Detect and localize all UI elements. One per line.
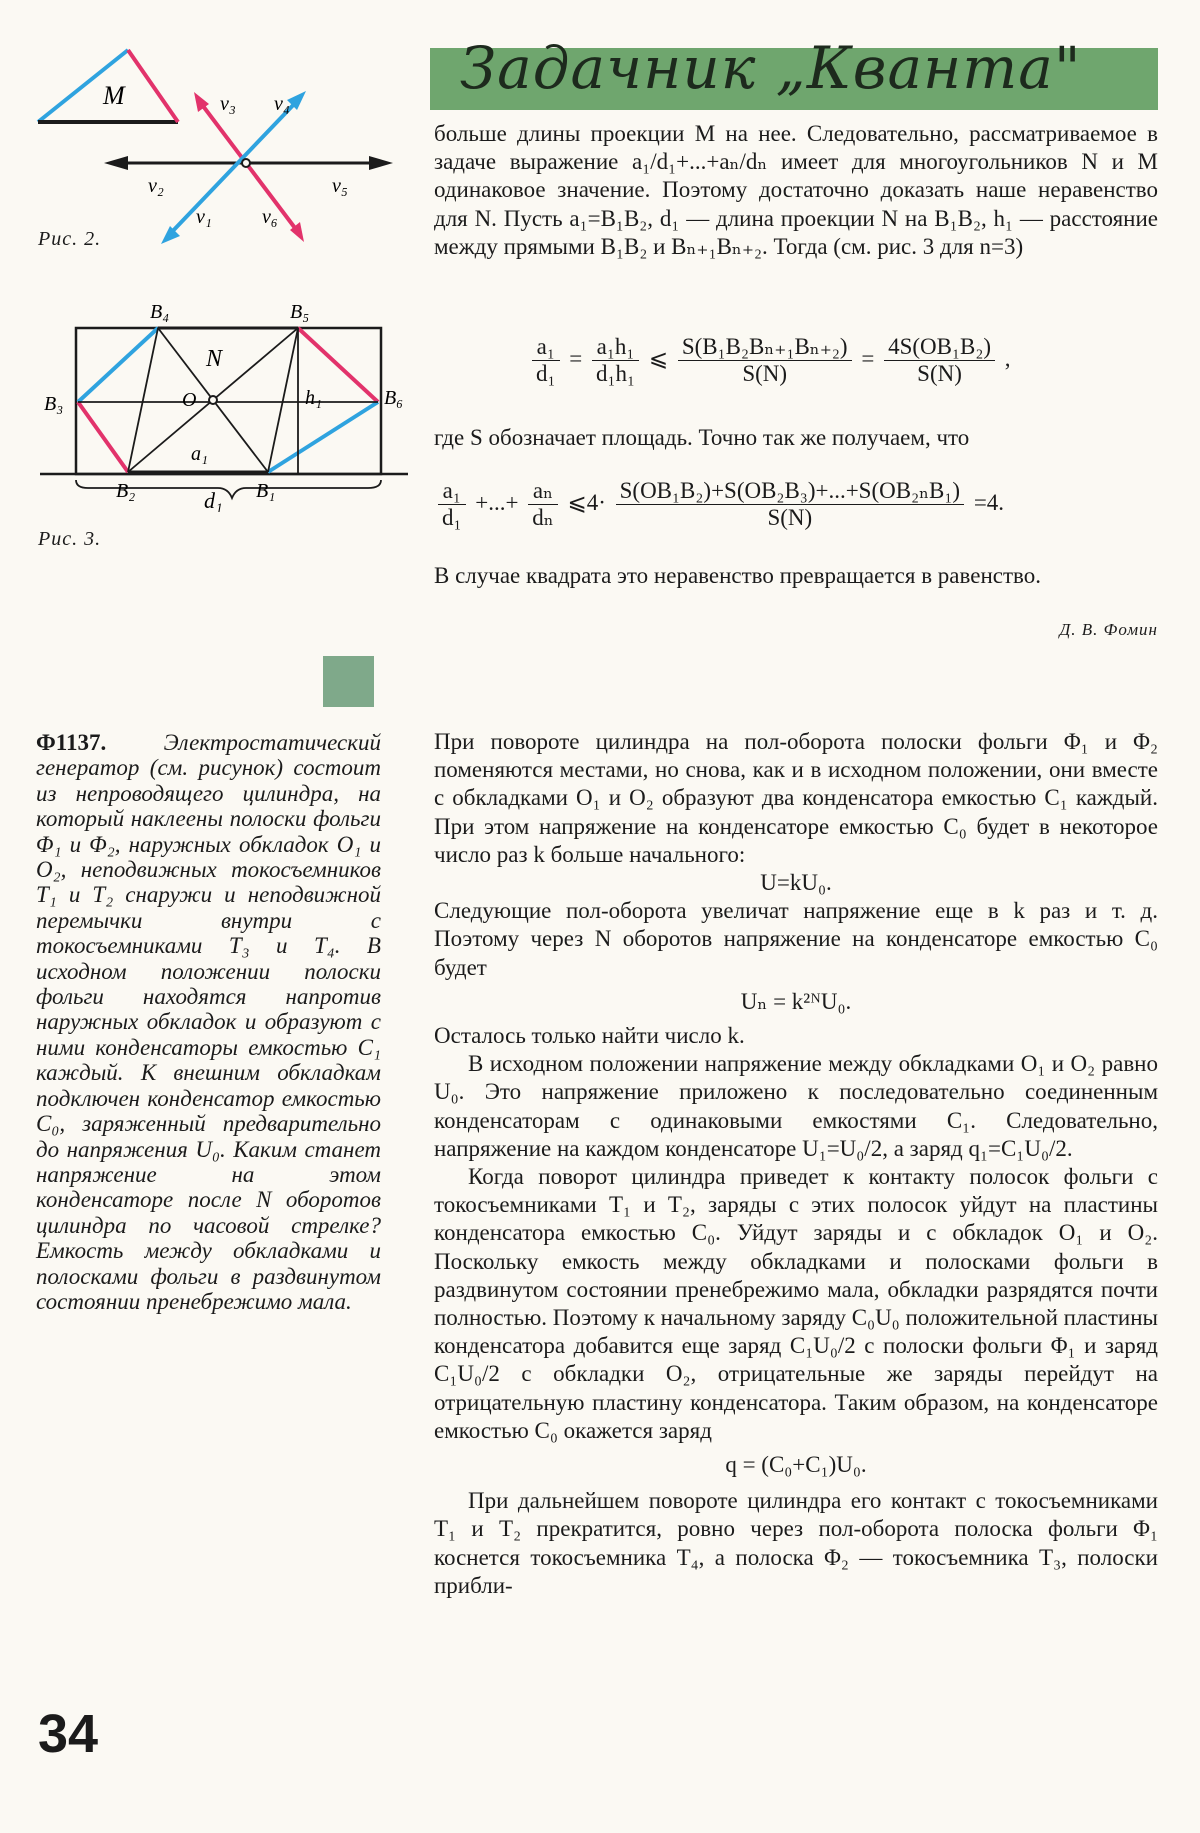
author: Д. В. Фомин bbox=[1059, 620, 1158, 639]
label-v2: v₂ bbox=[148, 175, 164, 197]
figure-2 bbox=[28, 40, 408, 255]
center-point bbox=[242, 159, 250, 167]
problem-number: Ф1137. bbox=[36, 730, 107, 755]
fraction: $\frac{\text{a₁}}{\text{d₁}}$ bbox=[532, 334, 560, 387]
figure-2-drawing bbox=[28, 40, 408, 255]
label-b6: B₆ bbox=[384, 387, 404, 409]
paragraph: Осталось только найти число k. bbox=[434, 1023, 745, 1049]
figure-3 bbox=[28, 292, 408, 512]
label-b3: B₃ bbox=[44, 393, 64, 415]
label-n: N bbox=[206, 346, 223, 372]
label-v5: v₅ bbox=[332, 175, 348, 197]
operator: ⩽4· bbox=[567, 489, 606, 515]
side-b1-b6 bbox=[268, 402, 378, 472]
fraction: $\frac{\text{S(B₁B₂Bₙ₊₁Bₙ₊₂)}}{S(N)}$ bbox=[678, 334, 852, 387]
equation: Uₙ = k²ᴺU₀. bbox=[740, 988, 852, 1014]
label-b1: B₁ bbox=[256, 480, 276, 502]
arrow-right bbox=[369, 156, 393, 170]
operator: +...+ bbox=[475, 489, 519, 515]
blue-diagonal bbox=[168, 100, 298, 236]
label-m: M bbox=[103, 81, 125, 110]
label-v1: v₁ bbox=[196, 206, 212, 228]
label-d1: d₁ bbox=[204, 488, 223, 512]
operator: = bbox=[569, 345, 583, 371]
paragraph: Следующие пол-оборота увеличат напряжение еще в k раз и т. д. Поэтому через N оборотов напряжение на конденсаторе емкостью C₀ будет bbox=[434, 898, 1158, 980]
equation: q = (C₀+C₁)U₀. bbox=[725, 1452, 867, 1478]
section-marker bbox=[323, 656, 374, 707]
label-o: O bbox=[182, 389, 197, 411]
punctuation: , bbox=[1004, 345, 1011, 371]
paragraph: больше длины проекции M на нее. Следовательно, рассматриваемое в задаче выражение a₁/d₁+...+aₙ/dₙ имеет для многоугольников N и M одинаковое значение. Поэтому достаточно доказать наше неравенство для N. Пусть a₁=B₁B₂, d₁ — длина проекции N на B₁B₂, h₁ — расстояние между прямыми B₁B₂ и Bₙ₊₁Bₙ₊₂. Тогда (см. рис. 3 для n=3) bbox=[434, 121, 1158, 259]
figure-3-drawing bbox=[28, 292, 408, 512]
bounding-rect bbox=[76, 328, 381, 474]
formula-2 bbox=[434, 478, 1158, 548]
label-h1: h₁ bbox=[305, 387, 322, 409]
fraction: $\frac{\text{a₁h₁}}{\text{d₁h₁}}$ bbox=[592, 334, 639, 387]
fraction: $\frac{\text{a₁}}{\text{d₁}}$ bbox=[438, 478, 466, 531]
solution-text bbox=[434, 728, 1158, 1600]
page-number: 34 bbox=[38, 1704, 99, 1764]
label-b2: B₂ bbox=[116, 480, 136, 502]
equation: U=kU₀. bbox=[760, 870, 832, 896]
problem-statement bbox=[36, 730, 381, 1314]
fraction: $\frac{\text{4S(OB₁B₂)}}{S(N)}$ bbox=[884, 334, 995, 387]
label-b5: B₅ bbox=[290, 301, 310, 323]
arrow-left bbox=[104, 156, 128, 170]
banner-title: Задачник „Кванта" bbox=[460, 34, 1082, 102]
paragraph-3-block bbox=[434, 562, 1158, 590]
fraction: $\frac{\text{S(OB₁B₂)+S(OB₂B₃)+...+S(OB₂ₙB₁)}}{S(N)}$ bbox=[616, 478, 964, 531]
label-v3: v₃ bbox=[220, 93, 236, 115]
triangle-side-red bbox=[128, 50, 178, 122]
paragraph: При повороте цилиндра на пол-оборота полоски фольги Φ₁ и Φ₂ поменяются местами, но снова, как и в исходном положении, они вместе с обкладками O₁ и O₂ образуют два конденсатора емкостью C₁ каждый. При этом напряжение на конденсаторе емкостью C₀ будет в некоторое число раз k больше начального: bbox=[434, 729, 1158, 867]
side-b3-b4 bbox=[78, 328, 158, 402]
operator: ⩽ bbox=[648, 345, 669, 371]
paragraph: Когда поворот цилиндра приведет к контакту полосок фольги с токосъемниками T₁ и T₂, заряды с этих полосок уйдут на пластины конденсатора емкостью C₀. Уйдут заряды и с обкладок O₁ и O₂. Поскольку емкость между обкладками и полосками фольги в раздвинутом состоянии пренебрежимо мала, обкладки разрядятся почти полностью. Поэтому к начальному заряду C₀U₀ положительной пластины конденсатора добавится еще заряд C₁U₀/2 с полоски фольги Φ₁ и заряд C₁U₀/2 с обкладки O₂, отрицательные же заряды перейдут на отрицательную пластину конденсатора. Таким образом, на конденсаторе емкостью C₀ окажется заряд bbox=[434, 1164, 1158, 1443]
problem-text: Электростатический генератор (см. рисунок) состоит из непроводящего цилиндра, на который наклеены полоски фольги Φ₁ и Φ₂, наружных обкладок O₁ и O₂, неподвижных токосъемников T₁ и T₂ снаружи и неподвижной перемычки внутри с токосъемниками T₃ и T₄. В исходном положении полоски фольги находятся напротив наружных обкладок и образуют с ними конденсаторы емкостью C₁ каждый. К внешним обкладкам подключен конденсатор емкостью C₀, заряженный предварительно до напряжения U₀. Каким станет напряжение на этом конденсаторе после N оборотов цилиндра по часовой стрелке? Емкость между обкладками и полосками фольги в раздвинутом состоянии пренебрежимо мала. bbox=[36, 730, 381, 1314]
formula-1 bbox=[528, 334, 1128, 404]
label-v4: v₄ bbox=[274, 93, 290, 115]
paragraph-2-block bbox=[434, 424, 1158, 452]
point-o bbox=[209, 396, 217, 404]
paragraph: В случае квадрата это неравенство превращается в равенство. bbox=[434, 563, 1041, 588]
label-b4: B₄ bbox=[150, 301, 170, 323]
top-text-block bbox=[434, 120, 1158, 261]
side-b3-b2 bbox=[78, 402, 128, 472]
label-a1: a₁ bbox=[191, 443, 208, 465]
figure-3-caption: Рис. 3. bbox=[38, 528, 102, 550]
paragraph: В исходном положении напряжение между обкладками O₁ и O₂ равно U₀. Это напряжение приложено к последовательно соединенным конденсаторам с одинаковыми емкостями C₁. Следовательно, напряжение на каждом конденсаторе U₁=U₀/2, а заряд q₁=C₁U₀/2. bbox=[434, 1051, 1158, 1161]
label-v6: v₆ bbox=[262, 206, 278, 228]
figure-2-caption: Рис. 2. bbox=[38, 228, 102, 250]
section-banner bbox=[430, 34, 1158, 110]
paragraph: При дальнейшем повороте цилиндра его контакт с токосъемниками T₁ и T₂ прекратится, ровно через пол-оборота полоска фольги Φ₁ коснется токосъемника T₄, а полоска Φ₂ — токосъемника T₃, полоски прибли- bbox=[434, 1488, 1158, 1598]
paragraph: где S обозначает площадь. Точно так же получаем, что bbox=[434, 425, 970, 450]
operator: = bbox=[861, 345, 875, 371]
fraction: $\frac{\text{aₙ}}{\text{dₙ}}$ bbox=[528, 478, 557, 531]
operator: =4. bbox=[973, 489, 1005, 515]
